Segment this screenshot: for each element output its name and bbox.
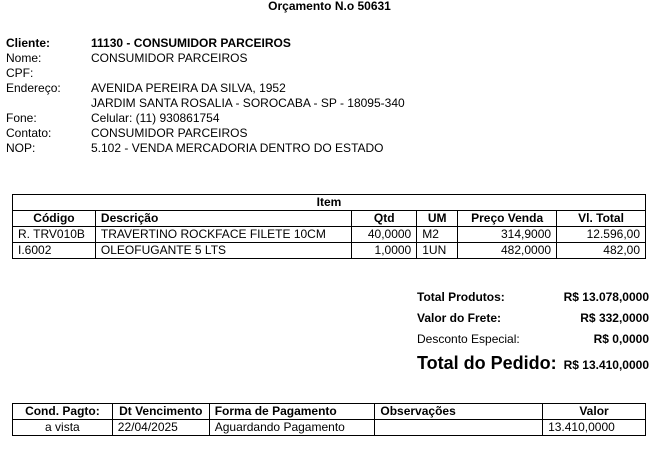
- address-row: [6, 81, 405, 96]
- endereco-label: Endereço:: [6, 81, 61, 95]
- endereco-line2: JARDIM SANTA ROSALIA - SOROCABA - SP - 18095-340: [91, 96, 405, 110]
- desconto-row: [417, 332, 649, 353]
- cell-total: 482,00: [557, 243, 646, 259]
- cell-qtd: 1,0000: [352, 243, 417, 259]
- total-produtos-value: R$ 13.078,0000: [563, 290, 649, 304]
- total-pedido-label: Total do Pedido:: [417, 353, 557, 373]
- cell-preco: 314,9000: [458, 227, 557, 243]
- nop-label: NOP:: [6, 141, 36, 155]
- items-caption: Item: [13, 195, 646, 211]
- payments-header-row: [13, 404, 646, 420]
- total-pedido-row: [417, 353, 649, 374]
- fone-value: Celular: (11) 930861754: [91, 111, 220, 125]
- nop-value: 5.102 - VENDA MERCADORIA DENTRO DO ESTADO: [91, 141, 384, 155]
- valor-frete-label: Valor do Frete:: [417, 311, 502, 325]
- address-row-2: [6, 96, 405, 111]
- items-table: [12, 194, 646, 259]
- col-header-preco: Preço Venda: [458, 211, 557, 227]
- col-header-cond-pagto: Cond. Pagto:: [13, 404, 113, 420]
- valor-frete-row: [417, 311, 649, 332]
- desconto-value: R$ 0,0000: [593, 332, 649, 346]
- nome-value: CONSUMIDOR PARCEIROS: [91, 51, 248, 65]
- nop-row: [6, 141, 405, 156]
- cell-preco: 482,0000: [458, 243, 557, 259]
- total-pedido-value: R$ 13.410,0000: [563, 358, 649, 372]
- totals-block: [417, 290, 649, 374]
- cell-observacoes: [375, 420, 543, 436]
- cell-cond-pagto: a vista: [13, 420, 113, 436]
- valor-frete-value: R$ 332,0000: [580, 311, 649, 325]
- fone-label: Fone:: [6, 111, 37, 125]
- col-header-codigo: Código: [13, 211, 96, 227]
- cpf-row: [6, 66, 405, 81]
- phone-row: [6, 111, 405, 126]
- table-row: [13, 243, 646, 259]
- col-header-total: Vl. Total: [557, 211, 646, 227]
- cell-forma-pagamento: Aguardando Pagamento: [209, 420, 375, 436]
- cell-total: 12.596,00: [557, 227, 646, 243]
- cell-qtd: 40,0000: [352, 227, 417, 243]
- col-header-qtd: Qtd: [352, 211, 417, 227]
- cell-um: M2: [417, 227, 458, 243]
- contato-value: CONSUMIDOR PARCEIROS: [91, 126, 248, 140]
- total-produtos-row: [417, 290, 649, 311]
- cliente-label: Cliente:: [6, 36, 51, 50]
- table-row: [13, 227, 646, 243]
- cell-codigo: I.6002: [13, 243, 96, 259]
- cell-valor: 13.410,0000: [543, 420, 646, 436]
- cell-descricao: TRAVERTINO ROCKFACE FILETE 10CM: [95, 227, 351, 243]
- col-header-observacoes: Observações: [375, 404, 543, 420]
- items-header-row: [13, 211, 646, 227]
- col-header-forma-pagamento: Forma de Pagamento: [209, 404, 375, 420]
- col-header-descricao: Descrição: [95, 211, 351, 227]
- items-caption-row: [13, 195, 646, 211]
- contato-label: Contato:: [6, 126, 52, 140]
- client-info: [6, 36, 405, 156]
- cliente-value: 11130 - CONSUMIDOR PARCEIROS: [91, 36, 291, 50]
- cell-codigo: R. TRV010B: [13, 227, 96, 243]
- cell-dt-vencimento: 22/04/2025: [112, 420, 209, 436]
- cell-descricao: OLEOFUGANTE 5 LTS: [95, 243, 351, 259]
- cpf-label: CPF:: [6, 66, 34, 80]
- nome-label: Nome:: [6, 51, 42, 65]
- total-produtos-label: Total Produtos:: [417, 290, 505, 304]
- cell-um: 1UN: [417, 243, 458, 259]
- contact-row: [6, 126, 405, 141]
- col-header-dt-vencimento: Dt Vencimento: [112, 404, 209, 420]
- payments-table: [12, 403, 646, 436]
- col-header-um: UM: [417, 211, 458, 227]
- name-row: [6, 51, 405, 66]
- desconto-label: Desconto Especial:: [417, 332, 520, 346]
- document-title: Orçamento N.o 50631: [268, 0, 391, 13]
- endereco-line1: AVENIDA PEREIRA DA SILVA, 1952: [91, 81, 286, 95]
- client-row: [6, 36, 405, 51]
- table-row: [13, 420, 646, 436]
- col-header-valor: Valor: [543, 404, 646, 420]
